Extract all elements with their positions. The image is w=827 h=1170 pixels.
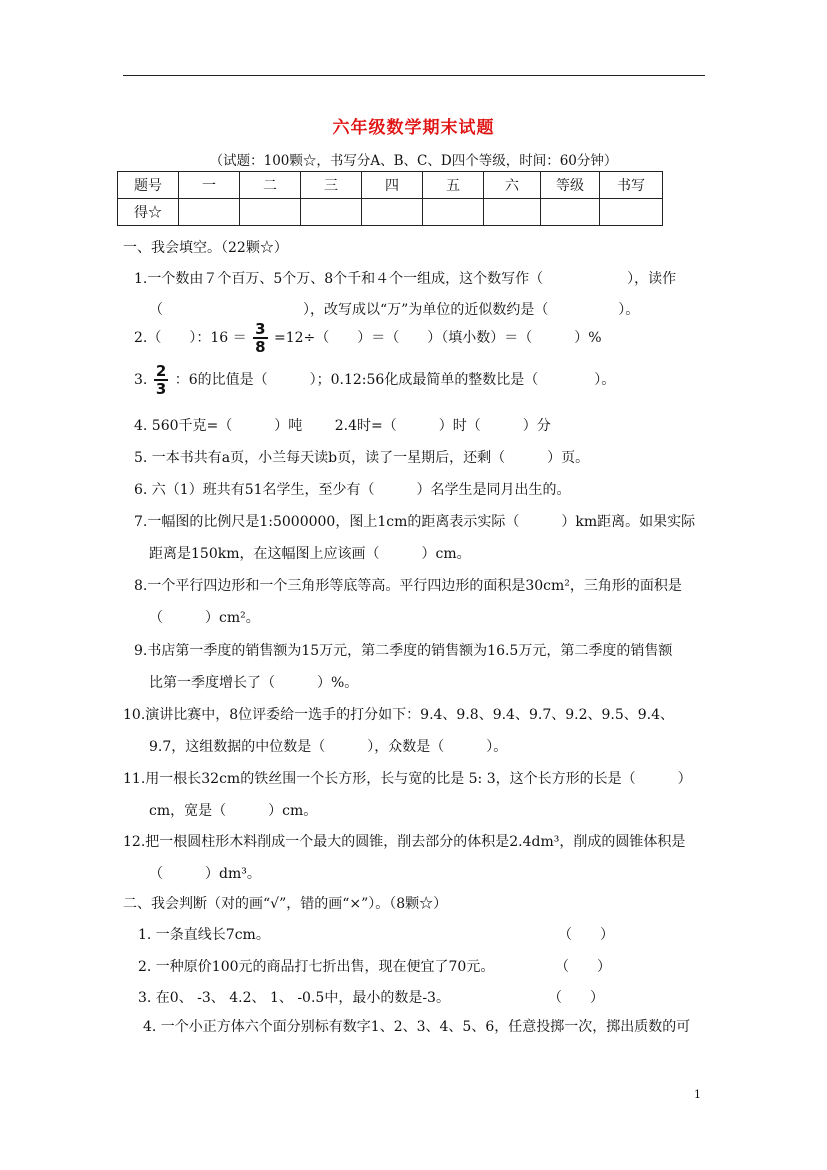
question-3-text: ：6的比值是（ ）；0.12:56化成最简单的整数比是（ ）。 — [174, 372, 616, 388]
question-line: （ ）cm²。 — [149, 610, 260, 626]
score-cell[interactable] — [484, 199, 541, 226]
exam-subtitle: （试题：100颗☆，书写分A、B、C、D四个等级，时间：60分钟） — [209, 153, 618, 169]
question-2-after: =12÷（ ）＝（ ）（填小数）＝（ ）% — [273, 330, 602, 346]
judge-item-1: 1. 一条直线长7cm。 — [138, 927, 270, 943]
fraction-numerator: 3 — [255, 320, 266, 338]
question-line: 11.用一根长32cm的铁丝围一个长方形，长与宽的比是 5: 3，这个长方形的长是（ ） — [123, 771, 692, 787]
score-cell[interactable] — [179, 199, 240, 226]
score-table — [117, 171, 663, 226]
question-line: 6. 六（1）班共有51名学生，至少有（ ）名学生是同月出生的。 — [134, 482, 571, 498]
judge-answer-paren[interactable]: （ ） — [548, 990, 604, 1006]
question-line: 4. 560千克=（ ）吨 2.4时=（ ）时（ ）分 — [134, 418, 551, 434]
question-line: cm，宽是（ ）cm。 — [149, 803, 318, 819]
question-line: 距离是150km，在这幅图上应该画（ ）cm。 — [149, 546, 471, 562]
question-3 — [134, 362, 615, 398]
question-line: （ ）dm³。 — [149, 866, 261, 882]
score-table-header-row — [118, 172, 663, 199]
score-cell[interactable] — [240, 199, 301, 226]
question-line: 1.一个数由７个百万、5个万、8个千和４个一组成，这个数写作（ ），读作 — [134, 271, 677, 287]
score-header-cell: 二 — [240, 172, 301, 199]
score-header-cell: 一 — [179, 172, 240, 199]
question-line: 9.7，这组数据的中位数是（ ），众数是（ ）。 — [149, 739, 508, 755]
fraction-three-eighths — [253, 321, 267, 355]
fraction-denominator: 3 — [155, 380, 167, 398]
question-line: 10.演讲比赛中，8位评委给一选手的打分如下：9.4、9.8、9.4、9.7、9.2、9.5、9.4、 — [123, 707, 675, 723]
question-line: （ ），改写成以“万”为单位的近似数约是（ ）。 — [149, 302, 640, 318]
header-rule — [123, 75, 705, 76]
page-number: 1 — [694, 1088, 701, 1101]
judge-answer-paren[interactable]: （ ） — [555, 959, 611, 975]
section2-heading: 二、我会判断（对的画“√”，错的画“×”）。（8颗☆） — [123, 896, 448, 912]
score-cell[interactable] — [600, 199, 663, 226]
score-cell[interactable] — [423, 199, 484, 226]
question-3-prefix: 3. — [134, 372, 148, 388]
score-header-cell: 书写 — [600, 172, 663, 199]
score-cell[interactable] — [541, 199, 600, 226]
score-cell[interactable] — [362, 199, 423, 226]
score-header-cell: 三 — [301, 172, 362, 199]
score-header-cell: 四 — [362, 172, 423, 199]
question-line: 比第一季度增长了（ ）%。 — [149, 675, 359, 691]
exam-title: 六年级数学期末试题 — [332, 118, 495, 138]
score-header-cell: 六 — [484, 172, 541, 199]
question-2 — [134, 320, 602, 356]
question-line: 8.一个平行四边形和一个三角形等底等高。平行四边形的面积是30cm²，三角形的面积是 — [134, 578, 682, 594]
score-row-label: 得☆ — [118, 199, 179, 226]
fraction-two-thirds — [154, 363, 168, 397]
judge-item-3: 3. 在0、 -3、 4.2、 1、 -0.5中，最小的数是-3。 — [138, 990, 450, 1006]
score-header-cell: 五 — [423, 172, 484, 199]
question-line: 5. 一本书共有a页，小兰每天读b页，读了一星期后，还剩（ ）页。 — [134, 450, 590, 466]
question-line: 9.书店第一季度的销售额为15万元，第二季度的销售额为16.5万元，第二季度的销售额 — [134, 643, 673, 659]
judge-answer-paren[interactable]: （ ） — [558, 927, 614, 943]
judge-item-2: 2. 一种原价100元的商品打七折出售，现在便宜了70元。 — [138, 959, 495, 975]
judge-item-4: 4. 一个小正方体六个面分别标有数字1、2、3、4、5、6，任意投掷一次，掷出质数的可 — [143, 1019, 691, 1035]
score-header-cell: 等级 — [541, 172, 600, 199]
section1-heading: 一、我会填空。（22颗☆） — [123, 240, 288, 256]
fraction-denominator: 8 — [255, 338, 266, 356]
score-header-cell: 题号 — [118, 172, 179, 199]
score-cell[interactable] — [301, 199, 362, 226]
score-table-score-row — [118, 199, 663, 226]
question-line: 7.一幅图的比例尺是1:5000000，图上1cm的距离表示实际（ ）km距离。如果实际 — [134, 514, 696, 530]
question-line: 12.把一根圆柱形木料削成一个最大的圆锥，削去部分的体积是2.4dm³，削成的圆锥体积是 — [123, 834, 686, 850]
question-2-before: 2.（ ）：16 ＝ — [134, 330, 247, 346]
fraction-numerator: 2 — [155, 362, 167, 380]
